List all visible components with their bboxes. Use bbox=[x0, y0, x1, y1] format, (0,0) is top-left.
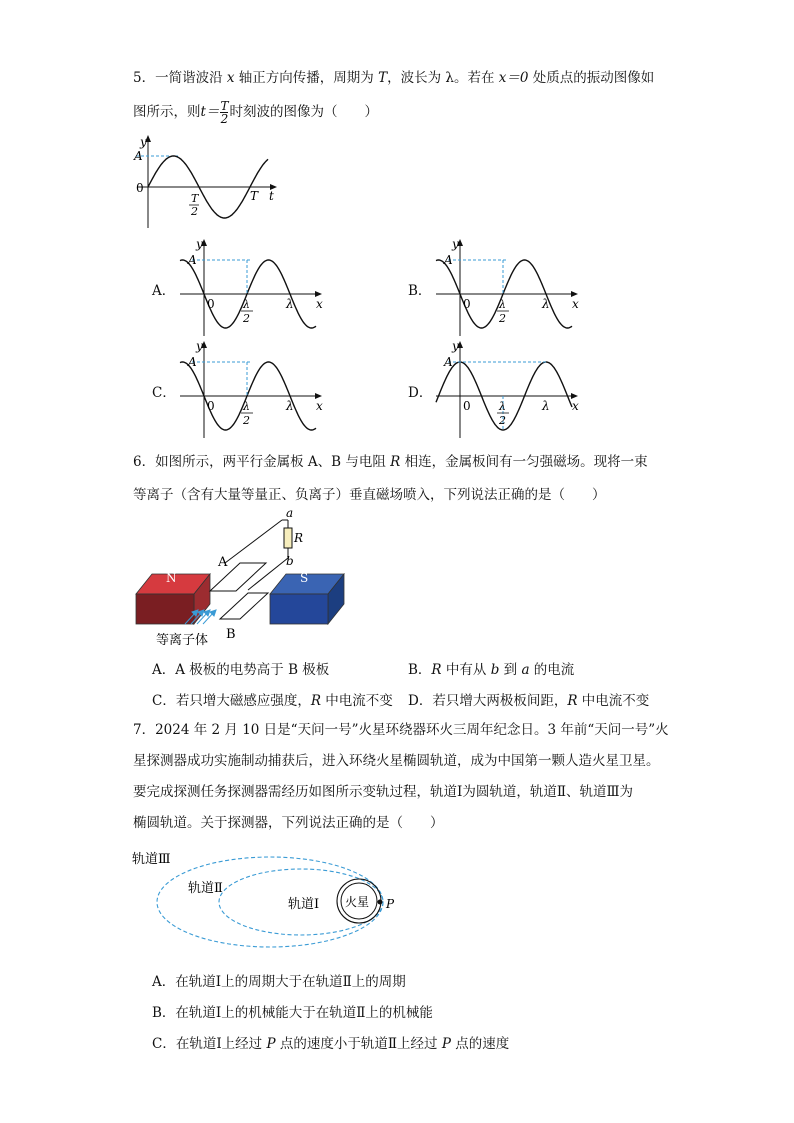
q6-l1-b: 相连，金属板间有一匀强磁场。现将一束 bbox=[400, 454, 648, 470]
y-label: y bbox=[452, 237, 459, 251]
y-label: y bbox=[452, 339, 459, 353]
q5-opt-A-graph[interactable] bbox=[176, 236, 328, 340]
q5-vibration-graph bbox=[128, 132, 288, 236]
q6-l1-R: R bbox=[390, 454, 401, 470]
q6-text-line2: 等离子（含有大量等量正、负离子）垂直磁场喷入，下列说法正确的是（ ） bbox=[133, 487, 606, 503]
q7-orbit-figure bbox=[130, 846, 410, 956]
q5-opt-D-graph[interactable] bbox=[432, 338, 584, 442]
q5-text-line1 bbox=[133, 69, 654, 87]
P-label: P bbox=[386, 897, 395, 911]
b-label: b bbox=[286, 554, 294, 568]
q6-opt-B[interactable] bbox=[408, 661, 574, 679]
q7-optC-P2: P bbox=[441, 1036, 451, 1052]
orbit1-label: 轨道Ⅰ bbox=[288, 897, 320, 912]
q7-optC-c: 点的速度 bbox=[450, 1036, 510, 1052]
q6-l1-a: 6．如图所示，两平行金属板 A、B 与电阻 bbox=[133, 454, 391, 470]
q5-l2-b: 时刻波的图像为（ ） bbox=[229, 104, 378, 120]
half-lambda-num: λ bbox=[243, 400, 250, 413]
q5-l2-teq: t＝ bbox=[200, 104, 220, 120]
q6-plasma-figure bbox=[130, 506, 360, 646]
q6-optD-R: R bbox=[567, 693, 578, 709]
q6-opt-D[interactable] bbox=[408, 692, 649, 710]
q6-optC-a: C．若只增大磁感应强度， bbox=[152, 693, 311, 709]
plate-A-label: A bbox=[218, 555, 228, 570]
lambda-label: λ bbox=[542, 399, 550, 413]
q6-opt-A[interactable]: A．A 极板的电势高于 B 极板 bbox=[152, 662, 330, 678]
R-label: R bbox=[294, 531, 304, 545]
q6-optB-a: B． bbox=[408, 662, 432, 678]
q6-optB-R: R bbox=[431, 662, 442, 678]
lambda-label: λ bbox=[542, 297, 550, 311]
q6-optD-a: D．若只增大两极板间距， bbox=[408, 693, 568, 709]
q5-opt-C-graph[interactable] bbox=[176, 338, 328, 442]
q6-optB-c: 到 bbox=[499, 662, 522, 678]
q5-l1-c: ，波长为 λ。若在 bbox=[387, 70, 499, 86]
q5-l1-b: 轴正方向传播，周期为 bbox=[234, 70, 379, 86]
q7-text-line1: 7．2024 年 2 月 10 日是“天问一号”火星环绕器环火三周年纪念日。3 年前“天问一号”火 bbox=[133, 722, 669, 738]
plate-B-label: B bbox=[226, 627, 236, 642]
half-lambda-den: 2 bbox=[243, 414, 250, 427]
x-label: x bbox=[572, 297, 579, 311]
q5-opt-B-graph[interactable] bbox=[432, 236, 584, 340]
x-label: x bbox=[572, 399, 579, 413]
orbit2-label: 轨道Ⅱ bbox=[188, 881, 223, 896]
q5-text-line2 bbox=[133, 100, 378, 125]
half-lambda-den: 2 bbox=[243, 312, 250, 325]
half-lambda-den: 2 bbox=[499, 414, 506, 427]
half-lambda-den: 2 bbox=[499, 312, 506, 325]
q5-l1-d: 处质点的振动图像如 bbox=[528, 70, 655, 86]
half-lambda-num: λ bbox=[243, 298, 250, 311]
lambda-label: λ bbox=[286, 297, 294, 311]
q5-T-label: T bbox=[250, 189, 259, 203]
q7-opt-B[interactable]: B．在轨道Ⅰ上的机械能大于在轨道Ⅱ上的机械能 bbox=[152, 1005, 433, 1021]
q7-optC-a: C．在轨道Ⅰ上经过 bbox=[152, 1036, 267, 1052]
q5-opt-B-label[interactable]: B． bbox=[408, 283, 432, 299]
plasma-label: 等离子体 bbox=[156, 633, 209, 648]
magnet-north bbox=[136, 594, 194, 624]
q6-opt-C[interactable] bbox=[152, 692, 393, 710]
q7-optC-b: 点的速度小于轨道Ⅱ上经过 bbox=[275, 1036, 442, 1052]
A-label: A bbox=[444, 253, 453, 267]
zero-label: 0 bbox=[207, 297, 215, 311]
q5-y-label: y bbox=[140, 135, 147, 149]
q5-opt-C-label[interactable]: C． bbox=[152, 385, 176, 401]
x-label: x bbox=[316, 399, 323, 413]
q5-A-label: A bbox=[134, 149, 143, 163]
y-label: y bbox=[196, 339, 203, 353]
N-label: N bbox=[166, 571, 177, 585]
q6-optB-d: 的电流 bbox=[529, 662, 575, 678]
A-label: A bbox=[188, 355, 197, 369]
q5-frac-den: 2 bbox=[220, 112, 229, 126]
resistor bbox=[284, 528, 292, 548]
x-label: x bbox=[316, 297, 323, 311]
q5-l1-x: x bbox=[226, 70, 235, 86]
q5-halfT-den: 2 bbox=[191, 205, 198, 218]
half-lambda-num: λ bbox=[499, 400, 506, 413]
plate-B bbox=[220, 593, 268, 619]
q6-optB-bb: b bbox=[490, 662, 500, 678]
q6-optB-b: 中有从 bbox=[441, 662, 491, 678]
q5-l1-xeq: x＝0 bbox=[498, 70, 529, 86]
q7-optC-P: P bbox=[266, 1036, 276, 1052]
y-label: y bbox=[196, 237, 203, 251]
zero-label: 0 bbox=[207, 399, 215, 413]
q5-t-label: t bbox=[269, 189, 274, 203]
q5-l1-a: 5．一简谐波沿 bbox=[133, 70, 227, 86]
point-P bbox=[378, 900, 383, 905]
S-label: S bbox=[300, 571, 309, 585]
mars-label: 火星 bbox=[345, 895, 370, 909]
A-label: A bbox=[188, 253, 197, 267]
half-lambda-num: λ bbox=[499, 298, 506, 311]
q5-opt-D-label[interactable]: D． bbox=[408, 385, 433, 401]
q5-l2-frac bbox=[220, 100, 228, 125]
q5-halfT-num: T bbox=[191, 192, 199, 205]
q6-optB-aa: a bbox=[521, 662, 530, 678]
q5-opt-A-label[interactable]: A． bbox=[152, 283, 176, 299]
q5-l2-a: 图所示，则 bbox=[133, 104, 201, 120]
q6-optC-R: R bbox=[310, 693, 322, 709]
q7-opt-C[interactable] bbox=[152, 1035, 509, 1053]
magnet-south bbox=[270, 594, 328, 624]
orbit3-label: 轨道Ⅲ bbox=[132, 852, 171, 867]
q7-text-line3: 要完成探测任务探测器需经历如图所示变轨过程，轨道Ⅰ为圆轨道，轨道Ⅱ、轨道Ⅲ为 bbox=[133, 784, 634, 800]
a-label: a bbox=[286, 506, 294, 520]
q7-opt-A[interactable]: A．在轨道Ⅰ上的周期大于在轨道Ⅱ上的周期 bbox=[152, 974, 406, 990]
q5-zero-label: 0 bbox=[136, 181, 144, 195]
q6-optC-b: 中电流不变 bbox=[321, 693, 393, 709]
lambda-label: λ bbox=[286, 399, 294, 413]
zero-label: 0 bbox=[463, 399, 471, 413]
q6-optD-b: 中电流不变 bbox=[577, 693, 650, 709]
q5-frac-num: T bbox=[220, 99, 229, 113]
A-label: A bbox=[444, 355, 453, 369]
q7-text-line4: 椭圆轨道。关于探测器，下列说法正确的是（ ） bbox=[133, 815, 444, 831]
q7-text-line2: 星探测器成功实施制动捕获后，进入环绕火星椭圆轨道，成为中国第一颗人造火星卫星。 bbox=[133, 753, 660, 769]
q5-l1-T: T bbox=[378, 70, 388, 86]
zero-label: 0 bbox=[463, 297, 471, 311]
q6-text-line1 bbox=[133, 453, 648, 471]
